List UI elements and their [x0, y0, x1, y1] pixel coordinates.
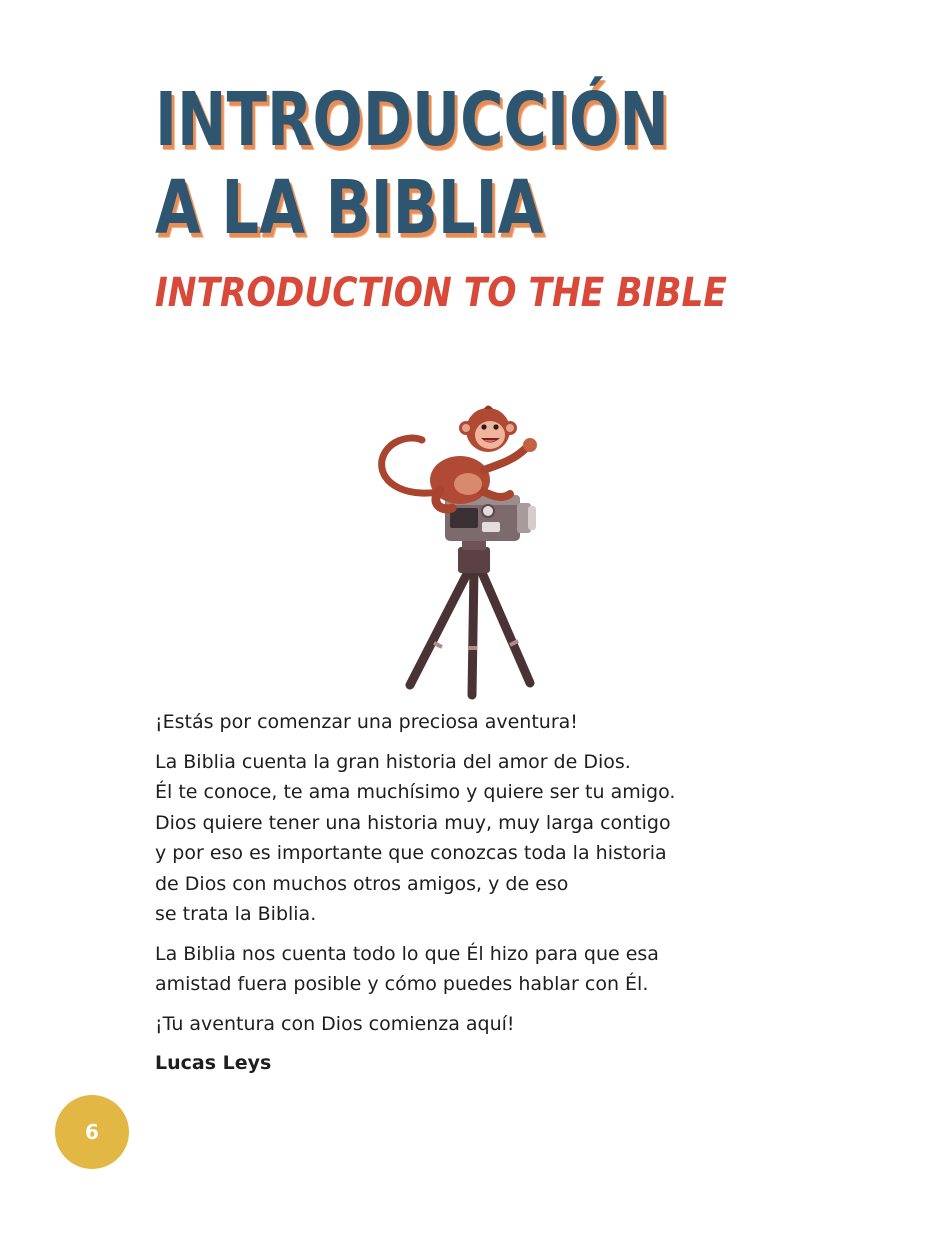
paragraph-1-line: de Dios con muchos otros amigos, y de eso [155, 872, 569, 895]
title-line-1: INTRODUCCIÓN [155, 77, 669, 163]
monkey-camera-illustration [360, 390, 600, 700]
intro-paragraph: ¡Estás por comenzar una preciosa aventura! [155, 711, 578, 733]
page-number: 6 [85, 1120, 99, 1144]
paragraph-1 [155, 747, 795, 930]
paragraph-1-line: y por eso es importante que conozcas toda la historia [155, 842, 667, 864]
subtitle: INTRODUCTION TO THE BIBLE [155, 270, 727, 316]
paragraph-1-line: La Biblia cuenta la gran historia del amor de Dios. [155, 750, 631, 773]
paragraph-2-line: La Biblia nos cuenta todo lo que Él hizo para que esa [155, 942, 659, 965]
author-name: Lucas Leys [155, 1052, 272, 1074]
paragraph-1-line: Él te conoce, te ama muchísimo y quiere ser tu amigo. [155, 781, 676, 803]
paragraph-2 [155, 939, 795, 1000]
page-number-badge [55, 1095, 129, 1169]
paragraph-1-line: Dios quiere tener una historia muy, muy larga contigo [155, 811, 671, 834]
paragraph-2-line: amistad fuera posible y cómo puedes hablar con Él. [155, 973, 649, 995]
closing-paragraph: ¡Tu aventura con Dios comienza aquí! [155, 1012, 515, 1035]
body-text [155, 707, 795, 1088]
monkey-on-camera-tripod-icon [360, 390, 600, 700]
paragraph-1-line: se trata la Biblia. [155, 903, 317, 925]
title-line-2: A LA BIBLIA [155, 165, 544, 251]
